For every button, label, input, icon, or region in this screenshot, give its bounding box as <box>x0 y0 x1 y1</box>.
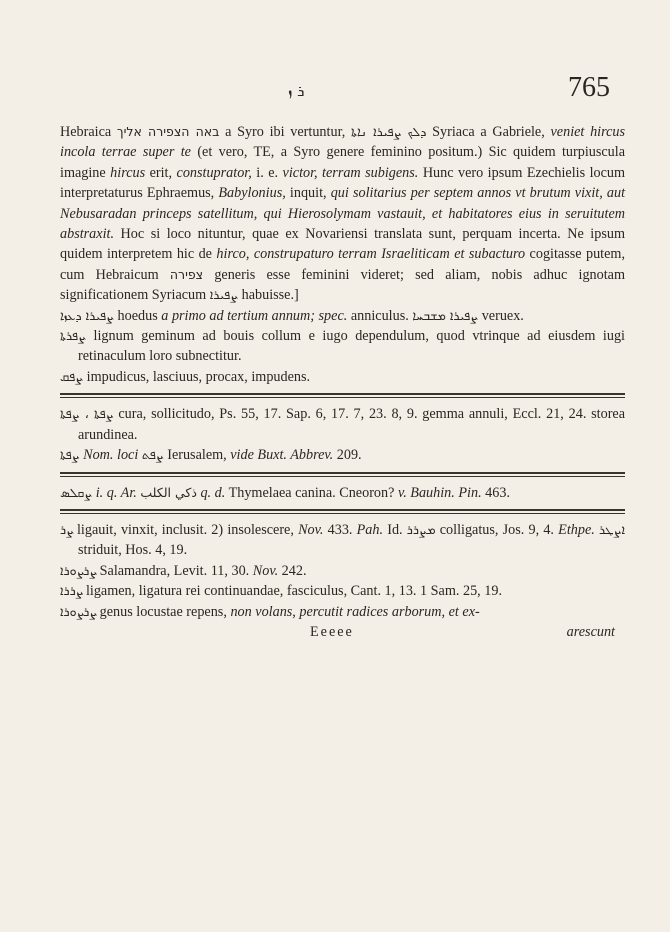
headword: ܨܦܬܐ <box>60 447 80 463</box>
catchword: arescunt <box>566 623 615 640</box>
entry-genus: ܨܪܨܘܪܐ genus locustae repens, non volans, percutit radices arborum, et ex- <box>60 603 480 620</box>
dictionary-text <box>60 122 625 644</box>
section-divider <box>60 472 625 477</box>
hebrew-word: צפירה <box>169 266 204 282</box>
headword: ܨܦܝܪܐ ܕܥܙܐ <box>60 307 114 323</box>
entry-ligauit: ܨܪ ligauit, vinxit, inclusit. 2) insolescere, Nov. 433. Pah. Id. ܡܨܪܪ colligatus, Jos. 9, 4. Ethpe. ܐܨܛܪ striduit, Hos. 4, 19. <box>60 521 625 559</box>
page-number: 765 <box>568 72 610 103</box>
signature-mark: Eeeee <box>310 623 354 640</box>
running-header <box>0 72 670 112</box>
section-divider <box>60 393 625 398</box>
headword: ܨܦܝܪܐ ܡܫܒܚܐ <box>412 307 479 323</box>
headword: ܨܪܨܘܪܐ <box>60 603 97 619</box>
headword: ܨܪ <box>60 521 73 537</box>
entry-thymelaea: ܨܩܠܣ i. q. Ar. ذكي الكلب q. d. Thymelaea canina. Cneoron? v. Bauhin. Pin. 463. <box>60 484 510 501</box>
running-mark: ܪ ܙ <box>288 82 305 100</box>
headword: ܨܩܠܣ <box>60 484 93 500</box>
headword: ܨܪܨܘܪܐ <box>60 562 97 578</box>
entry-impudicus: ܨܦܩ impudicus, lasciuus, procax, impudens. <box>60 368 311 385</box>
arabic-term: ذكي الكلب <box>140 484 197 500</box>
headword: ܨܪܪܐ <box>60 583 83 599</box>
entry-hoedus: ܨܦܝܪܐ ܕܥܙܐ hoedus a primo ad tertium annum; spec. anniculus. ܨܦܝܪܐ ܡܫܒܚܐ veruex. <box>60 307 524 324</box>
headword: ܨܦܩ <box>60 368 84 384</box>
entry-cura: ܨܦܬܐ ، ܨܦܬܐ cura, sollicitudo, Ps. 55, 17. Sap. 6, 17. 7, 23. 8, 9. gemma annuli, Eccl. 21, 24. storea arundinea. <box>60 406 626 443</box>
headword: ܨܦܬܐ ، ܨܦܬܐ <box>60 406 114 422</box>
entry-ligamen: ܨܪܪܐ ligamen, ligatura rei continuandae, fasciculus, Cant. 1, 13. 1 Sam. 25, 19. <box>60 583 503 600</box>
syriac-phrase: ܕܠܟ ܨܦܝܪܐ ܢܐܬܐ <box>351 124 427 139</box>
headword: ܨܦܪܬܐ <box>60 328 86 344</box>
syriac-word: ܨܦܝܪܐ <box>209 287 239 303</box>
section-divider <box>60 509 625 514</box>
paragraph-hebraica: Hebraica באה הצפירה אליך a Syro ibi vertuntur, ܕܠܟ ܨܦܝܪܐ ܢܐܬܐ Syriaca a Gabriele, veniet hircus incola terrae super te (et vero, TE, a Syro genere feminino positum.) Sic quidem turpiuscula imagine hircus erit, constuprator, i. e. victor, terram subigens. Hunc vero ipsum Ezechielis locum interpretaturus Ephraemus, Babylonius, inquit, qui solitarius per septem annos vt brutum vixit, aut Nebusaradan princeps satellitum, qui Hierosolymam vastauit, et habitatores eius in seruitutem abstraxit. Hoc si loco nituntur, quae ex Novariensi translata sunt, perquam incerta. Ne ipsum quidem interpretem hic de hirco, construpaturo terram Israeliticam et subacturo cogitasse putem, cum Hebraicum צפירה generis esse feminini videret; sed aliam, nobis adhuc ignotam significationem Syriacum ܨܦܝܪܐ habuisse.] <box>60 124 626 304</box>
hebrew-phrase: באה הצפירה אליך <box>116 124 220 139</box>
entry-lignum: ܨܦܪܬܐ lignum geminum ad bouis collum e iugo dependulum, quod vtrinque ad eiusdem iugi retinaculum loro subnectitur. <box>60 328 625 365</box>
page-footer <box>60 622 625 644</box>
entry-nom-loci: ܨܦܬܐ Nom. loci ܨܦܬ Ierusalem, vide Buxt. Abbrev. 209. <box>60 447 362 464</box>
entry-salamandra: ܨܪܨܘܪܐ Salamandra, Levit. 11, 30. Nov. 242. <box>60 562 307 579</box>
